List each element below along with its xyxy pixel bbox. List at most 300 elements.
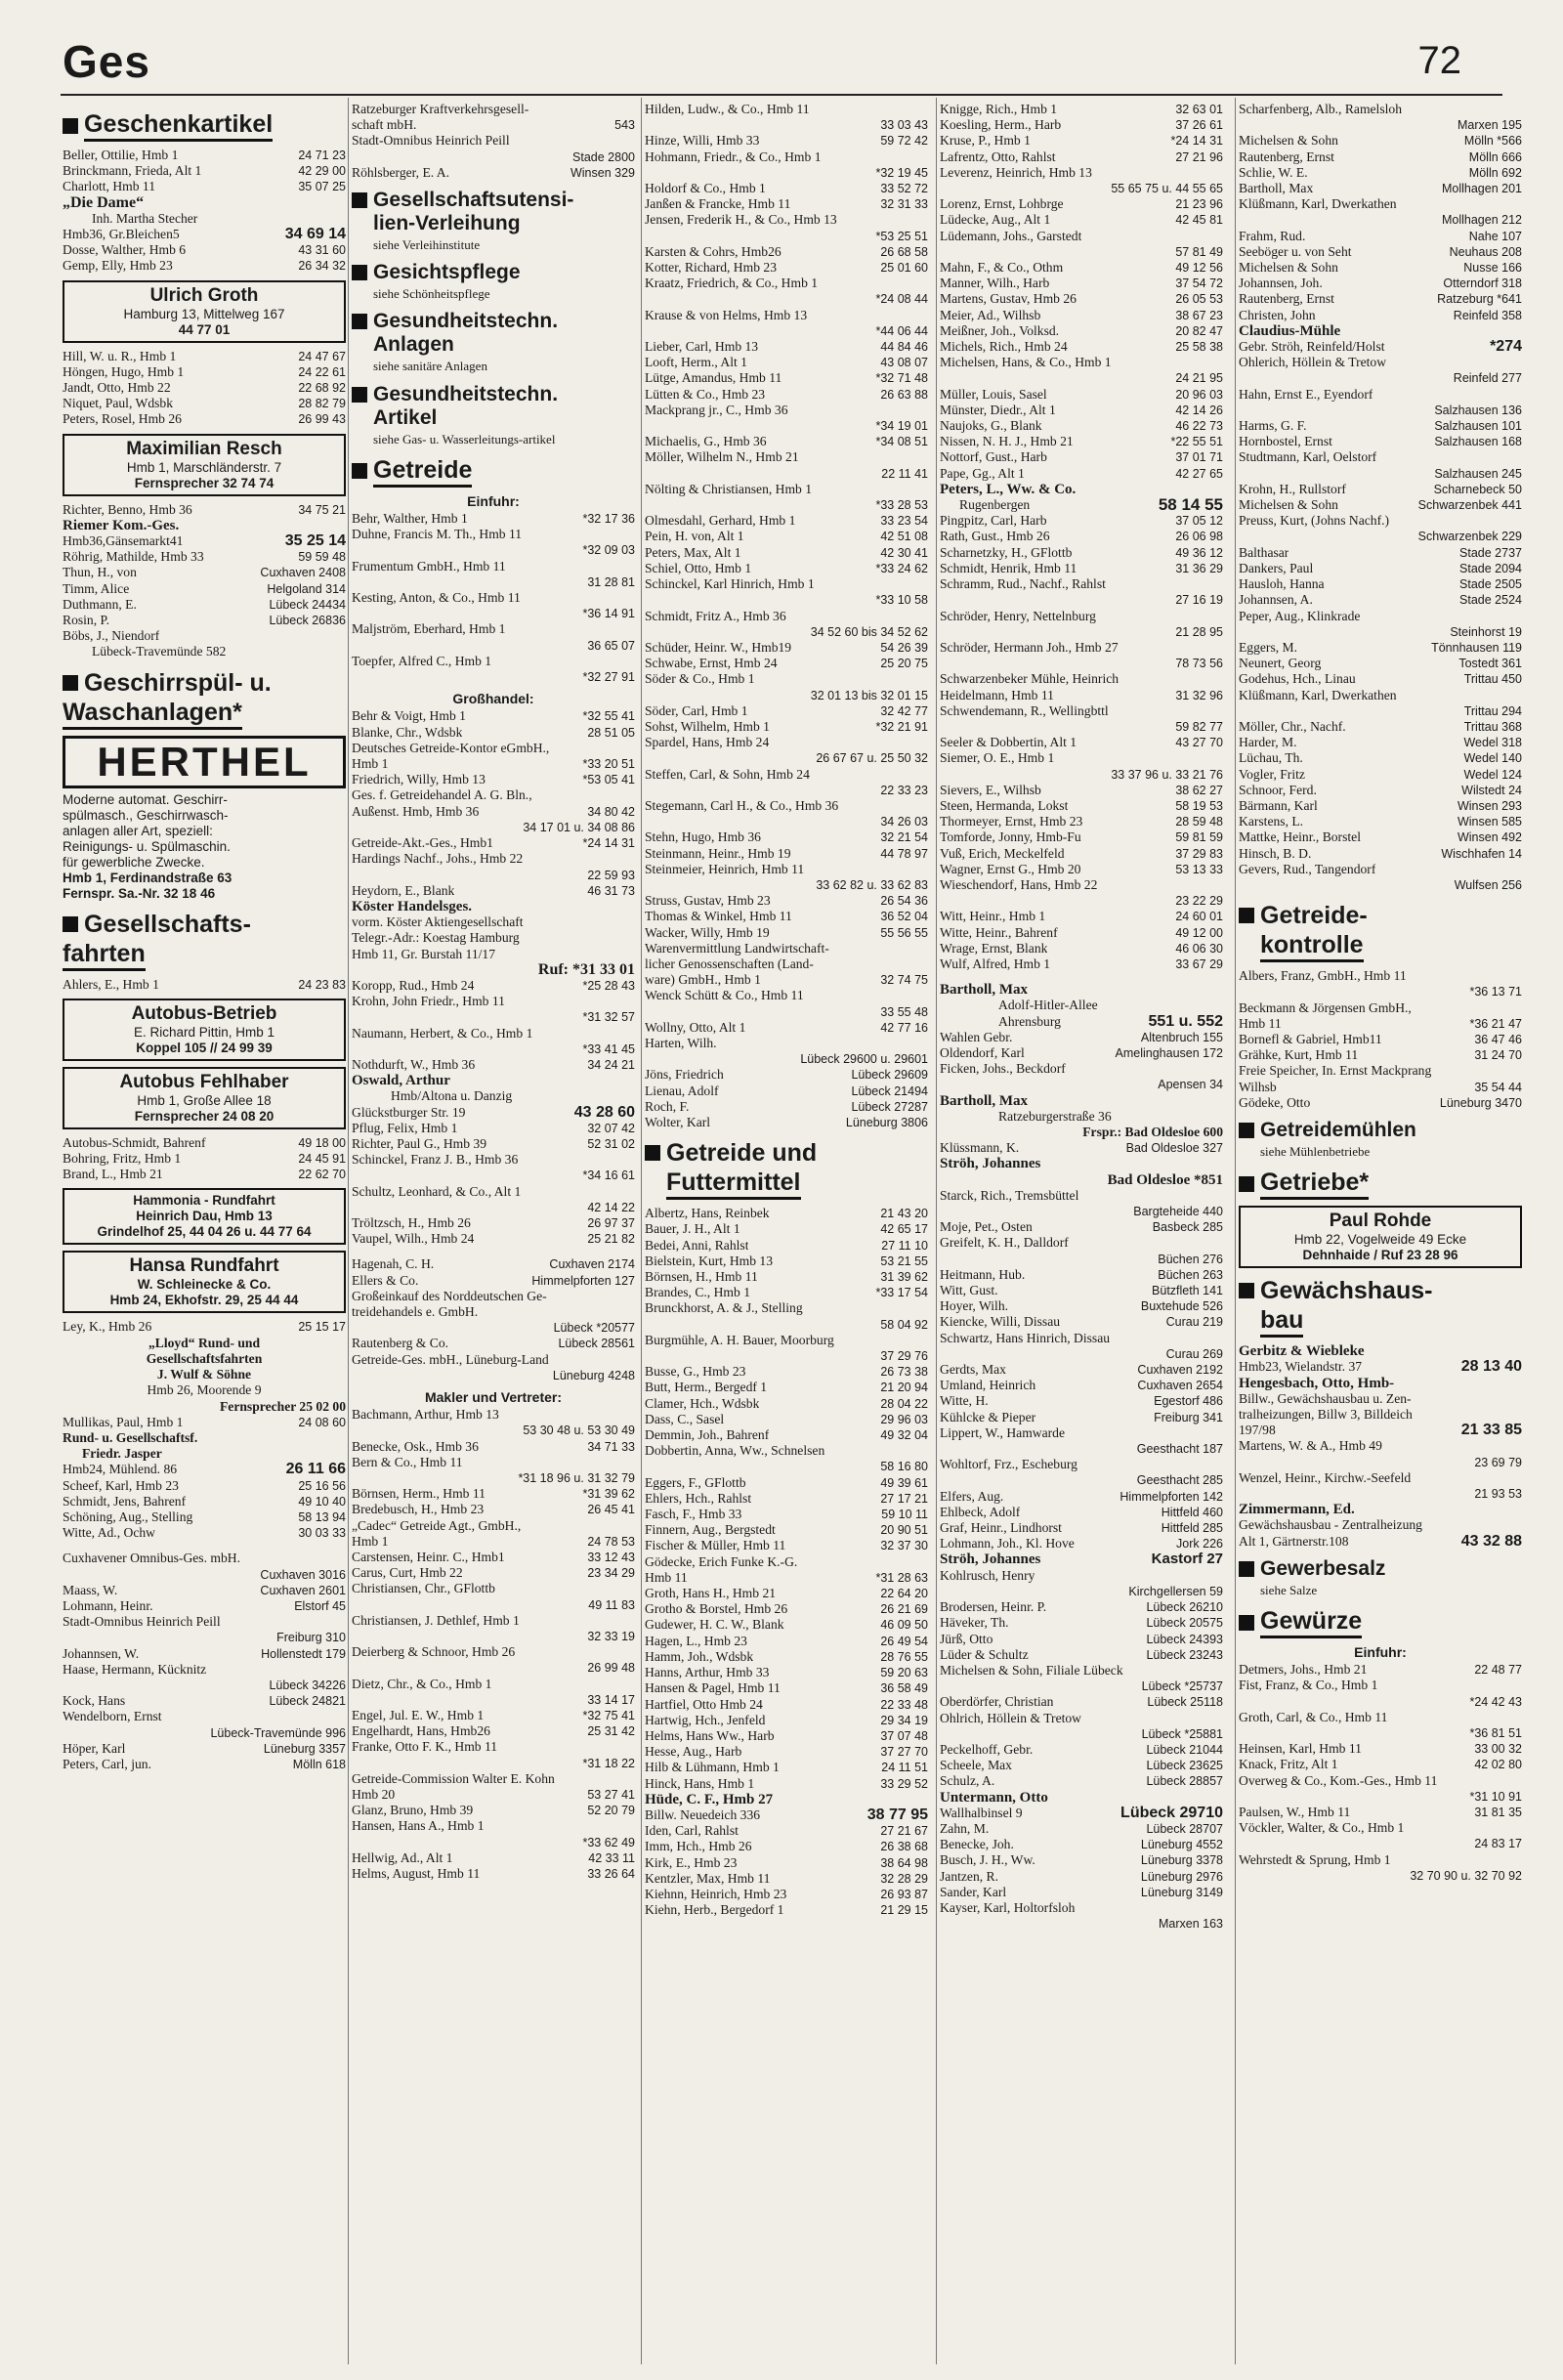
listing-name: Söder & Co., Hmb 1 xyxy=(645,671,755,687)
listing-name: Wohltorf, Frz., Escheburg xyxy=(940,1457,1077,1472)
column-2: Ratzeburger Kraftverkehrsgesell- schaft mbH. 543 Stadt-Omnibus Heinrich Peill Stade 2800 Röhlsberger, E. A. Winsen 329 Gesellschaftsutensi- lien-Verleihung siehe Verleihinstitute Gesichtspflege siehe Schönheitspflege Gesundheitstechn. Anlagen siehe sanitäre Anlagen Gesundheitstechn. Artikel siehe Gas- u. Wasserleitungs-artikel Getreide Einfuhr: Behr, Walther, Hmb 1 *32 17 36 Duhne, Francis M. Th., Hmb 11 *32 09 03 Frumentum GmbH., Hmb 11 31 28 81 Kesting, Anton, & Co., Hmb 11 *36 14 91 Maljström, Eberhard, Hmb 1 36 65 07 Toepfer, Alfred C., Hmb 1 *32 27 91 Großhandel: Behr & Voigt, Hmb 1 *32 55 41 Blanke, Chr., Wdsbk 28 51 05 Deutsches Getreide-Kontor eGmbH., Hmb 1 *33 20 51 Friedrich, Willy, Hmb 13 *53 05 41 Ges. f. Getreidehandel A. G. Bln., Außenst. Hmb, Hmb 36 34 80 42 34 17 01 u. 34 08 86 Getreide-Akt.-Ges., Hmb1 *24 14 31 Hardings Nachf., Johs., Hmb 22 22 59 93 Heydorn, E., Blank 46 31 73 Köster Handelsges. vorm. Köster Aktiengesellschaft Telegr.-Adr.: Koestag Hamburg Hmb 11, Gr. Burstah 11/17 Ruf: *31 33 01 Koropp, Rud., Hmb 24 *25 28 43 Krohn, John Friedr., Hmb 11 *31 32 57 Naumann, Herbert, & Co., Hmb 1 *33 41 45 Nothdurft, W., Hmb 36 34 24 21 Oswald, Arthur Hmb/Altona u. Danzig Glückstburger Str. 19 43 28 60 Pflug, Felix, Hmb 1 32 07 42 Richter, Paul G., Hmb 39 52 31 02 Schinckel, Franz J. B., Hmb 36 *34 16 61 Schultz, Leonhard, & Co., Alt 1 42 14 22 Tröltzsch, H., Hmb 26 26 97 37 Vaupel, Wilh., Hmb 24 25 21 82 Hagenah, C. H. Cuxhaven 2174 Ellers & Co. Himmelpforten 127 Großeinkauf des Norddeutschen Ge- treidehandels e. GmbH. Lübeck *20577 Rautenberg & Co. Lübeck 28561 Getreide-Ges. mbH., Lüneburg-Land Lüneburg 4248 Makler und Vertreter: Bachmann, Arthur, Hmb 13 53 30 48 u. 53 30 49 Benecke, Osk., Hmb 36 34 71 33 Bern & Co., Hmb 11 *31 18 96 u. 31 32 79 Börnsen, Herm., Hmb 11 *31 39 62 Bredebusch, H., Hmb 23 26 45 41 „Cadec“ Getreide Agt., GmbH., Hmb 1 24 78 53 Carstensen, Heinr. C., Hmb1 33 12 43 Carus, Curt, Hmb 22 23 34 29 Christiansen, Chr., GFlottb 49 11 83 Christiansen, J. Dethlef, Hmb 1 32 33 19 Deierberg & Schnoor, Hmb 26 26 99 48 Dietz, Chr., & Co., Hmb 1 33 14 17 Engel, Jul. E. W., Hmb 1 *32 75 41 Engelhardt, Hans, Hmb26 25 31 42 Franke, Otto F. K., Hmb 11 *31 18 22 Getreide-Commission Walter E. Kohn Hmb 20 53 27 41 Glanz, Bruno, Hmb 39 52 20 79 Hansen, Hans A., Hmb 1 *33 62 49 Hellwig, Ad., Alt 1 42 33 11 Helms, August, Hmb 11 33 26 64 xyxy=(352,102,635,1882)
listing-entry xyxy=(352,1644,635,1660)
listing-entry xyxy=(645,1020,928,1036)
listing-entry xyxy=(1239,181,1522,196)
listing-name xyxy=(1239,984,1465,999)
listing-group xyxy=(645,1823,928,1918)
listing-entry xyxy=(940,387,1223,403)
listing-name xyxy=(352,1320,550,1336)
listing-name: Hinsch, B. D. xyxy=(1239,845,1312,861)
listing-phone: *32 55 41 xyxy=(582,709,635,724)
listing-name xyxy=(645,165,871,181)
listing-entry xyxy=(352,590,635,606)
listing-entry: Ströh, Johannes Kastorf 27 xyxy=(940,1551,1223,1568)
listing-entry xyxy=(63,581,346,597)
listing-entry xyxy=(352,669,635,685)
listing-name: Helms, Hans Ww., Harb xyxy=(645,1727,775,1743)
listing-group xyxy=(940,1188,1223,1552)
listing-phone: 32 31 33 xyxy=(880,197,928,212)
listing-phone: Steinhorst 19 xyxy=(1450,624,1522,639)
listing-name: Hinze, Willi, Hmb 33 xyxy=(645,133,760,149)
listing-name: Ratzeburger Kraftverkehrsgesell- xyxy=(352,102,529,116)
listing-entry xyxy=(1239,640,1522,656)
listing-phone: 46 22 73 xyxy=(1175,419,1223,434)
listing-name: Christiansen, Chr., GFlottb xyxy=(352,1581,495,1596)
listing-entry xyxy=(63,1135,346,1151)
listing-entry xyxy=(63,411,346,427)
listing-group xyxy=(63,1135,346,1183)
listing-name: Helms, August, Hmb 11 xyxy=(352,1866,481,1882)
listing-phone: 26 38 68 xyxy=(880,1840,928,1854)
listing-name: Duhne, Francis M. Th., Hmb 11 xyxy=(352,527,523,542)
listing-entry xyxy=(645,877,928,893)
listing-entry xyxy=(940,592,1223,608)
listing-entry xyxy=(645,1475,928,1491)
listing-name: Hahn, Ernst E., Eyendorf xyxy=(1239,386,1373,402)
listing-name xyxy=(940,1584,1124,1599)
listing-name: Hellwig, Ad., Alt 1 xyxy=(352,1849,453,1865)
listing-name: Harms, G. F. xyxy=(1239,418,1307,434)
listing-name: Nothdurft, W., Hmb 36 xyxy=(352,1056,476,1072)
listing-name: Hausloh, Hanna xyxy=(1239,576,1325,592)
listing-name: Peters, Carl, jun. xyxy=(63,1756,151,1771)
listing-entry xyxy=(645,925,928,941)
listing-entry xyxy=(645,1665,928,1680)
listing-phone: Lübeck 28707 xyxy=(1146,1821,1223,1836)
listing-entry xyxy=(940,1235,1223,1251)
listing-name: Schöning, Aug., Stelling xyxy=(63,1509,193,1524)
listing-entry xyxy=(940,798,1223,814)
listing-phone: Lübeck 25118 xyxy=(1147,1695,1223,1710)
listing-entry xyxy=(1239,735,1522,750)
listing-entry xyxy=(352,1352,635,1368)
listing-name: Johannsen, Joh. xyxy=(1239,276,1323,291)
square-bullet-icon xyxy=(1239,1123,1254,1138)
listing-phone: Bad Oldesloe 327 xyxy=(1125,1141,1223,1156)
listing-phone: 24 11 51 xyxy=(881,1761,928,1775)
listing-entry xyxy=(940,133,1223,149)
listing-entry xyxy=(645,291,928,307)
listing-name: Lafrentz, Otto, Rahlst xyxy=(940,149,1056,164)
listing-name xyxy=(1239,212,1438,228)
listing-name: Bartholl, Max xyxy=(940,1092,1028,1109)
listing-name: Pingpitz, Carl, Harb xyxy=(940,513,1047,529)
listing-entry xyxy=(645,149,928,165)
listing-name: Benecke, Joh. xyxy=(940,1837,1014,1852)
listing-name: Lütge, Amandus, Hmb 11 xyxy=(645,370,782,386)
listing-name: Timm, Alice xyxy=(63,580,130,596)
listing-phone: 33 37 96 u. 33 21 76 xyxy=(1111,767,1223,782)
listing-entry xyxy=(940,1568,1223,1584)
listing-entry xyxy=(1239,149,1522,165)
listing-phone: 24 08 60 xyxy=(298,1415,346,1429)
listing-entry xyxy=(940,212,1223,228)
listing-name xyxy=(1239,117,1454,133)
listing-entry xyxy=(1239,529,1522,544)
listing-name: Friedrich, Willy, Hmb 13 xyxy=(352,772,486,787)
listing-entry xyxy=(645,1333,928,1348)
listing-entry xyxy=(940,403,1223,418)
listing-entry xyxy=(352,994,635,1009)
listing-phone: Mölln 666 xyxy=(1468,149,1522,164)
listing-name: Knigge, Rich., Hmb 1 xyxy=(940,102,1058,116)
listing-name xyxy=(352,1470,514,1486)
listing-phone: 37 01 71 xyxy=(1175,450,1223,465)
listing-entry xyxy=(645,529,928,544)
listing-name: Grotho & Borstel, Hmb 26 xyxy=(645,1601,788,1617)
listing-name: Börnsen, H., Hmb 11 xyxy=(645,1269,758,1285)
listing-name: Jantzen, R. xyxy=(940,1868,999,1884)
listing-phone: 35 07 25 xyxy=(298,180,346,194)
listing-phone: Stade 2524 xyxy=(1459,593,1522,608)
listing-entry xyxy=(352,1336,635,1351)
listing-name: Ströh, Johannes xyxy=(940,1156,1041,1172)
listing-entry xyxy=(645,972,928,988)
listing-group xyxy=(645,1206,928,1792)
listing-phone: Wedel 140 xyxy=(1463,751,1522,766)
listing-phone: Lübeck 28561 xyxy=(558,1337,635,1351)
listing-entry xyxy=(645,1206,928,1221)
listing-name: Balthasar xyxy=(1239,544,1289,560)
listing-phone: Mölln 618 xyxy=(292,1757,346,1771)
listing-name: Starck, Rich., Tremsbüttel xyxy=(940,1187,1079,1203)
listing-entry xyxy=(645,370,928,386)
listing-name: Stehn, Hugo, Hmb 36 xyxy=(645,829,761,845)
listing-entry xyxy=(940,1916,1223,1932)
listing-phone: 31 24 70 xyxy=(1474,1048,1522,1063)
listing-entry xyxy=(1239,1710,1522,1725)
listing-group xyxy=(352,1407,635,1882)
listing-phone: Mölln 692 xyxy=(1468,165,1522,180)
ad-paul-rohde: Paul Rohde Hmb 22, Vogelweide 49 Ecke Dehnhaide / Ruf 23 28 96 xyxy=(1239,1206,1522,1268)
listing-phone: 25 21 82 xyxy=(587,1232,635,1247)
listing-entry xyxy=(645,609,928,624)
listing-phone: 22 68 92 xyxy=(298,381,346,396)
listing-name: Sander, Karl xyxy=(940,1884,1007,1899)
listing-phone: Lüneburg 3357 xyxy=(263,1741,346,1756)
listing-entry xyxy=(645,798,928,814)
listing-entry xyxy=(1239,1757,1522,1772)
listing-entry xyxy=(1239,829,1522,845)
listing-name: Zahn, M. xyxy=(940,1820,990,1836)
listing-entry xyxy=(63,1525,346,1541)
listing-name xyxy=(352,1660,583,1676)
listing-entry xyxy=(940,117,1223,133)
listing-phone: Lübeck 23625 xyxy=(1146,1759,1223,1773)
listing-entry xyxy=(940,877,1223,893)
listing-entry xyxy=(352,1136,635,1152)
column-5: Scharfenberg, Alb., Ramelsloh Marxen 195 Michelsen & Sohn Mölln *566 Rautenberg, Ernst Mölln 666 Schlie, W. E. Mölln 692 Bartholl, Max Mollhagen 201 Klüßmann, Karl, Dwerkathen Mollhagen 212 Frahm, Rud. Nahe 107 Seeböger u. von Seht Neuhaus 208 Michelsen & Sohn Nusse 166 Johannsen, Joh. Otterndorf 318 Rautenberg, Ernst Ratzeburg *641 Christen, John Reinfeld 358 Claudius-Mühle Gebr. Ströh, Reinfeld/Holst *274 Ohlerich, Höllein & Tretow Reinfeld 277 Hahn, Ernst E., Eyendorf Salzhausen 136 Harms, G. F. Salzhausen 101 Hornbostel, Ernst Salzhausen 168 Studtmann, Karl, Oelstorf Salzhausen 245 Krohn, H., Rullstorf Scharnebeck 50 Michelsen & Sohn Schwarzenbek 441 Preuss, Kurt, (Johns Nachf.) Schwarzenbek 229 Balthasar Stade 2737 Dankers, Paul Stade 2094 Hausloh, Hanna Stade 2505 Johannsen, A. Stade 2524 Peper, Aug., Klinkrade Steinhorst 19 Eggers, M. Tönnhausen 119 Neunert, Georg Tostedt 361 Godehus, Hch., Linau Trittau 450 Klüßmann, Karl, Dwerkathen Trittau 294 Möller, Chr., Nachf. Trittau 368 Harder, M. Wedel 318 Lüchau, Th. Wedel 140 Vogler, Fritz Wedel 124 Schnoor, Ferd. Wilstedt 24 Bärmann, Karl Winsen 293 Karstens, L. Winsen 585 Mattke, Heinr., Borstel Winsen 492 Hinsch, B. D. Wischhafen 14 Gevers, Rud., Tangendorf Wulfsen 256 Getreide- kontrolle Albers, Franz, GmbH., Hmb 11 *36 13 71 Beckmann & Jörgensen GmbH., Hmb 11 *36 21 47 Bornefl & Gabriel, Hmb11 36 47 46 Grähke, Kurt, Hmb 11 31 24 70 Freie Speicher, In. Ernst Mackprang Wilhsb 35 54 44 Gödeke, Otto Lüneburg 3470 Getreidemühlen siehe Mühlenbetriebe Getriebe* Paul Rohde Hmb 22, Vogelweide 49 Ecke Dehnhaide / Ruf 23 28 96 Gewächshaus- bau Gerbitz & Wiebleke Hmb23, Wielandstr. 37 28 13 40 Hengesbach, Otto, Hmb- Billw., Gewächshausbau u. Zen- tralheizungen, Billw 3, Billdeich 197/98 21 33 85 Martens, W. & A., Hmb 49 23 69 79 Wenzel, Heinr., Kirchw.-Seefeld 21 93 53 Zimmermann, Ed. Gewächshausbau - Zentralheizung Alt 1, Gärtnerstr.108 43 32 88 Gewerbesalz siehe Salze Gewürze Einfuhr: Detmers, Johs., Hmb 21 22 48 77 Fist, Franz, & Co., Hmb 1 *24 42 43 Groth, Carl, & Co., Hmb 11 *36 81 51 Heinsen, Karl, Hmb 11 33 00 32 Knack, Fritz, Alt 1 42 02 80 Overweg & Co., Kom.-Ges., Hmb 11 *31 10 91 Paulsen, W., Hmb 11 31 81 35 Vöckler, Walter, & Co., Hmb 1 24 83 17 Wehrstedt & Sprung, Hmb 1 32 70 90 u. 32 70 92 xyxy=(1239,102,1522,1883)
listing-phone: 37 54 72 xyxy=(1175,276,1223,291)
listing-entry xyxy=(1239,370,1522,386)
listing-entry xyxy=(1239,1095,1522,1111)
listing-entry xyxy=(940,561,1223,576)
listing-entry xyxy=(352,1835,635,1850)
listing-phone: Stade 2505 xyxy=(1459,577,1522,592)
listing-name xyxy=(352,1041,578,1057)
listing-name: Brodersen, Heinr. P. xyxy=(940,1599,1047,1615)
listing-entry xyxy=(352,1518,635,1534)
listing-entry: Hmb24, Mühlend. 86 26 11 66 xyxy=(63,1461,346,1478)
listing-phone: 33 62 82 u. 33 62 83 xyxy=(816,877,928,892)
listing-phone: Lübeck 24393 xyxy=(1146,1632,1223,1646)
listing-phone: 36 58 49 xyxy=(880,1681,928,1696)
listing-name: Blanke, Chr., Wdsbk xyxy=(352,724,463,740)
listing-name: Umland, Heinrich xyxy=(940,1378,1036,1393)
listing-name: Hmb 11 xyxy=(1239,1015,1282,1031)
listing-name: Röhrig, Mathilde, Hmb 33 xyxy=(63,549,204,565)
listing-phone: Stade 2800 xyxy=(572,149,635,164)
listing-phone: 21 28 95 xyxy=(1175,624,1223,639)
listing-phone: 52 20 79 xyxy=(587,1804,635,1818)
listing-phone: 31 36 29 xyxy=(1175,561,1223,575)
listing-phone: 37 27 70 xyxy=(880,1745,928,1760)
listing-phone: 22 33 48 xyxy=(880,1697,928,1712)
listing-entry xyxy=(352,1660,635,1676)
listing-entry xyxy=(645,1459,928,1474)
listing-phone: *32 09 03 xyxy=(582,543,635,558)
square-bullet-icon xyxy=(352,314,367,329)
listing-detail: Hmb/Altona u. Danzig xyxy=(391,1088,513,1104)
listing-name: Grähke, Kurt, Hmb 11 xyxy=(1239,1047,1359,1063)
listing-phone: 42 65 17 xyxy=(880,1222,928,1237)
listing-name: Krause & von Helms, Hmb 13 xyxy=(645,307,808,322)
listing-name xyxy=(352,638,583,654)
listing-name: Kesting, Anton, & Co., Hmb 11 xyxy=(352,590,521,606)
listing-phone: Lüneburg 3378 xyxy=(1140,1853,1223,1868)
listing-name: Schwendemann, R., Wellingbttl xyxy=(940,702,1109,718)
listing-name: Witt, Heinr., Hmb 1 xyxy=(940,909,1046,924)
listing-name: Maljström, Eberhard, Hmb 1 xyxy=(352,621,506,637)
listing-entry xyxy=(940,513,1223,529)
listing-name: Rautenberg, Ernst xyxy=(1239,291,1334,307)
listing-phone: 29 96 03 xyxy=(880,1412,928,1426)
listing-entry xyxy=(645,418,928,434)
listing-name xyxy=(1239,1455,1470,1470)
listing-name: Richter, Paul G., Hmb 39 xyxy=(352,1135,487,1151)
listing-entry xyxy=(645,260,928,276)
listing-name: Michaelis, G., Hmb 36 xyxy=(645,434,767,449)
listing-entry xyxy=(352,133,635,149)
listing-name: Lippert, W., Hamwarde xyxy=(940,1424,1065,1440)
section-gesellschaftsfahrten-line2: fahrten xyxy=(63,939,346,971)
listing-entry xyxy=(1239,1820,1522,1836)
listing-phone: *24 14 31 xyxy=(1170,134,1223,149)
listing-entry xyxy=(352,1756,635,1771)
listing-phone: 23 22 29 xyxy=(1175,894,1223,909)
listing-name: Stegemann, Carl H., & Co., Hmb 36 xyxy=(645,797,839,813)
page-number: 72 xyxy=(1417,39,1461,82)
listing-group xyxy=(63,1551,346,1772)
listing-phone: Trittau 368 xyxy=(1463,719,1522,734)
listing-phone: Elstorf 45 xyxy=(294,1598,346,1613)
listing-group xyxy=(63,1478,346,1542)
listing-phone: 26 68 58 xyxy=(880,244,928,259)
section-gesellschaftsutensilien: Gesellschaftsutensi- xyxy=(352,189,635,212)
listing-name xyxy=(645,592,871,608)
listing-entry xyxy=(645,1728,928,1744)
listing-entry xyxy=(352,511,635,527)
listing-name: Busch, J. H., Ww. xyxy=(940,1852,1035,1868)
listing-name: Mullikas, Paul, Hmb 1 xyxy=(63,1414,184,1429)
listing-name xyxy=(940,1441,1133,1457)
listing-name: Butt, Herm., Bergedf 1 xyxy=(645,1380,768,1395)
square-bullet-icon xyxy=(1239,1561,1254,1577)
listing-name: Thomas & Winkel, Hmb 11 xyxy=(645,909,792,924)
listing-name: Witte, H. xyxy=(940,1393,989,1409)
listing-phone: *32 75 41 xyxy=(582,1709,635,1723)
listing-phone: 42 02 80 xyxy=(1474,1758,1522,1772)
listing-entry xyxy=(940,1188,1223,1204)
listing-phone: Marxen 163 xyxy=(1158,1917,1223,1932)
listing-entry xyxy=(645,846,928,862)
listing-name: Steffen, Carl, & Sohn, Hmb 24 xyxy=(645,766,810,782)
listing-entry xyxy=(645,624,928,640)
listing-entry xyxy=(940,1663,1223,1679)
listing-name: Seeböger u. von Seht xyxy=(1239,243,1352,259)
listing-name: Gevers, Rud., Tangendorf xyxy=(1239,861,1376,876)
listing-phone: *36 81 51 xyxy=(1469,1726,1522,1741)
listing-phone: Nusse 166 xyxy=(1463,261,1522,276)
listing-name: Niquet, Paul, Wdsbk xyxy=(63,396,174,411)
listing-name: Krohn, H., Rullstorf xyxy=(1239,481,1346,496)
listing-name: Klüssmann, K. xyxy=(940,1140,1020,1156)
listing-entry xyxy=(940,1283,1223,1298)
listing-name: Carus, Curt, Hmb 22 xyxy=(352,1565,463,1581)
listing-phone: 26 99 48 xyxy=(587,1661,635,1676)
listing-name: Warenvermittlung Landwirtschaft- xyxy=(645,940,829,956)
listing-group xyxy=(1239,102,1522,323)
listing-group xyxy=(940,513,1223,972)
section-getreidemuehlen: Getreidemühlen xyxy=(1239,1119,1522,1142)
listing-name: Börnsen, Herm., Hmb 11 xyxy=(352,1486,486,1502)
listing-entry xyxy=(940,1410,1223,1425)
listing-name: Rosin, P. xyxy=(63,613,109,628)
listing-entry xyxy=(940,814,1223,829)
listing-name xyxy=(940,624,1171,640)
listing-phone: Cuxhaven 3016 xyxy=(260,1567,346,1582)
listing-phone: 32 01 13 bis 32 01 15 xyxy=(810,688,928,702)
listing-phone: Lüneburg 3149 xyxy=(1140,1885,1223,1899)
listing-phone: Salzhausen 168 xyxy=(1434,435,1522,449)
listing-name: Krohn, John Friedr., Hmb 11 xyxy=(352,994,505,1009)
listing-name: Böbs, J., Niendorf xyxy=(63,628,160,644)
listing-phone: 22 48 77 xyxy=(1474,1663,1522,1678)
listing-entry xyxy=(645,466,928,482)
listing-name: Hartwig, Hch., Jenfeld xyxy=(645,1712,766,1727)
listing-phone: Otterndorf 318 xyxy=(1443,276,1522,291)
listing-name: Frahm, Rud. xyxy=(1239,228,1306,243)
listing-entry xyxy=(940,609,1223,624)
listing-phone: *31 18 96 u. 31 32 79 xyxy=(518,1471,635,1486)
listing-entry xyxy=(645,1348,928,1364)
listing-name: Wenzel, Heinr., Kirchw.-Seefeld xyxy=(1239,1469,1412,1485)
listing-phone: Trittau 294 xyxy=(1463,703,1522,718)
listing-phone: 26 54 36 xyxy=(880,894,928,909)
listing-entry xyxy=(1239,624,1522,640)
listing-name xyxy=(645,624,807,640)
square-bullet-icon xyxy=(63,675,78,691)
listing-entry xyxy=(352,1550,635,1565)
listing-phone: 31 39 62 xyxy=(880,1270,928,1285)
listing-phone: *36 21 47 xyxy=(1469,1016,1522,1031)
listing-entry xyxy=(1239,1741,1522,1757)
column-divider xyxy=(1235,98,1236,2364)
listing-name: Bärmann, Karl xyxy=(1239,797,1318,813)
listing-entry xyxy=(1239,703,1522,719)
listing-entry xyxy=(352,708,635,724)
listing-entry xyxy=(1239,1486,1522,1502)
listing-entry xyxy=(1239,1805,1522,1820)
listing-entry xyxy=(940,1505,1223,1520)
listing-name xyxy=(352,1168,578,1183)
listing-detail: Adolf-Hitler-Allee xyxy=(998,998,1098,1013)
listing-name: Hinck, Hans, Hmb 1 xyxy=(645,1775,755,1791)
listing-phone: Salzhausen 245 xyxy=(1434,466,1522,481)
listing-phone: Curau 219 xyxy=(1165,1315,1223,1330)
listing-phone: Wilstedt 24 xyxy=(1461,783,1522,797)
listing-phone: 38 62 27 xyxy=(1175,783,1223,797)
listing-phone: 25 16 56 xyxy=(298,1478,346,1493)
listing-name: Lüdemann, Johs., Garstedt xyxy=(940,228,1082,243)
listing-name xyxy=(645,814,876,829)
listing-entry xyxy=(645,1004,928,1020)
listing-entry xyxy=(645,497,928,513)
listing-phone: *53 05 41 xyxy=(582,773,635,787)
listing-entry xyxy=(940,1362,1223,1378)
listing-name xyxy=(1239,1694,1465,1710)
listing-phone: 37 05 12 xyxy=(1175,514,1223,529)
listing-name: Söder, Carl, Hmb 1 xyxy=(645,702,748,718)
listing-phone: 25 15 17 xyxy=(298,1320,346,1335)
listing-name: Rund- u. Gesellschaftsf. xyxy=(63,1429,198,1445)
listing-phone: *34 19 01 xyxy=(875,419,928,434)
listing-entry xyxy=(940,196,1223,212)
listing-phone: 26 73 38 xyxy=(880,1365,928,1380)
listing-name xyxy=(645,688,807,703)
listing-entry: Gebr. Ströh, Reinfeld/Holst *274 xyxy=(1239,338,1522,356)
listing-entry xyxy=(940,1742,1223,1758)
listing-entry xyxy=(352,1581,635,1596)
listing-entry xyxy=(645,640,928,656)
listing-name: J. Wulf & Söhne xyxy=(156,1367,252,1382)
section-getreidekontrolle: Getreide- xyxy=(1239,901,1522,930)
listing-entry xyxy=(1239,1000,1522,1016)
listing-phone: 59 72 42 xyxy=(880,134,928,149)
listing-entry xyxy=(940,291,1223,307)
listing-entry xyxy=(63,258,346,274)
listing-name: Michelsen & Sohn xyxy=(1239,133,1338,149)
listing-entry xyxy=(940,1821,1223,1837)
listing-entry: Wallhalbinsel 9 Lübeck 29710 xyxy=(940,1804,1223,1821)
listing-phone: 44 84 46 xyxy=(880,340,928,355)
listing-name: Witte, Heinr., Bahrenf xyxy=(940,924,1058,940)
listing-entry xyxy=(63,502,346,518)
listing-name: Neunert, Georg xyxy=(1239,656,1322,671)
listing-phone: Cuxhaven 2654 xyxy=(1137,1379,1223,1393)
listing-name xyxy=(645,1317,876,1333)
listing-phone: Lüneburg 4248 xyxy=(552,1368,635,1382)
listing-entry xyxy=(940,1331,1223,1346)
listing-name: Dosse, Walther, Hmb 6 xyxy=(63,242,187,258)
page-section-header: Ges xyxy=(63,36,150,87)
listing-phone: 37 26 61 xyxy=(1175,118,1223,133)
listing-entry xyxy=(63,380,346,396)
listing-phone: 37 07 48 xyxy=(880,1728,928,1743)
listing-name: Hesse, Aug., Harb xyxy=(645,1744,742,1760)
listing-phone: Lübeck *25881 xyxy=(1141,1726,1223,1741)
listing-name xyxy=(1239,1486,1470,1502)
